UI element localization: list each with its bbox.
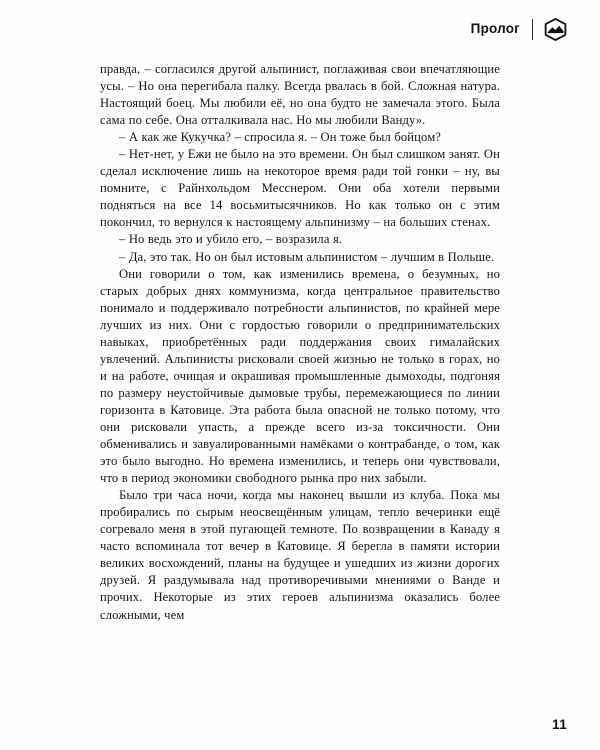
paragraph: – Нет-нет, у Ежи не было на это времени. Он был слишком занят. Он сделал исключение лишь на некоторое время ради той гонки – ну, вы помните, с Райнхольдом Месснером. Они оба хотели первыми подняться на все 14 восьмитысячников. Но как только он с этим покончил, то вернулся к настоящему альпинизму – на больших стенах. <box>100 147 500 230</box>
hexagon-mountain-icon <box>544 18 567 41</box>
paragraph: – Да, это так. Но он был истовым альпинистом – лучшим в Польше. <box>119 249 495 264</box>
paragraph: Было три часа ночи, когда мы наконец вышли из клуба. Пока мы пробирались по сырым неосвещённым улицам, тепло вечеринки ещё согревало меня в этой пугающей темноте. По возвращении в Канаду я часто вспоминала тот вечер в Катовице. Я берегла в памяти истории великих восхождений, планы на будущее и ушедших из жизни дорогих друзей. Я раздумывала над противоречивыми мнениями о Ванде и прочих. Некоторые из этих героев альпинизма оказались более сложными, чем <box>100 488 500 622</box>
paragraph: Они говорили о том, как изменились времена, о безумных, но старых добрых днях коммунизма, когда центральное правительство понимало и поддерживало потребности альпинистов, по крайней мере лучших из них. Они с гордостью говорили о предпринимательских навыках, приобретённых ради поддержания своих гималайских увлечений. Альпинисты рисковали своей жизнью не только в горах, но и на работе, очищая и окрашивая промышленные дымоходы, подгоняя по размеру неустойчивые дымовые трубы, перемежающиеся по линии горизонта в Катовице. Эта работа была опасной не только потому, что они рисковали упасть, а прежде всего из-за токсичности. Они обменивались и завуалированными намёками о контрабанде, о том, как это было выгодно. Но времена изменились, и теперь они чувствовали, что в период экономики свободного рынка про них забыли. <box>100 266 500 486</box>
header-divider <box>532 19 533 40</box>
paragraph: правда, – согласился другой альпинист, поглаживая свои впечатляющие усы. – Но она перегибала палку. Всегда рвалась в бой. Сложная натура. Настоящий боец. Мы любили её, но она будто не замечала этого. Была сама по себе. Она отталкивала нас. Но мы любили Ванду». <box>100 62 500 128</box>
page-number: 11 <box>552 717 567 732</box>
paragraph: – Но ведь это и убило его, – возразила я. <box>119 232 343 247</box>
page-header <box>471 16 567 42</box>
running-head-title: Пролог <box>470 20 520 36</box>
paragraph: – А как же Кукучка? – спросила я. – Он тоже был бойцом? <box>119 130 442 145</box>
body-text-column <box>100 61 500 624</box>
